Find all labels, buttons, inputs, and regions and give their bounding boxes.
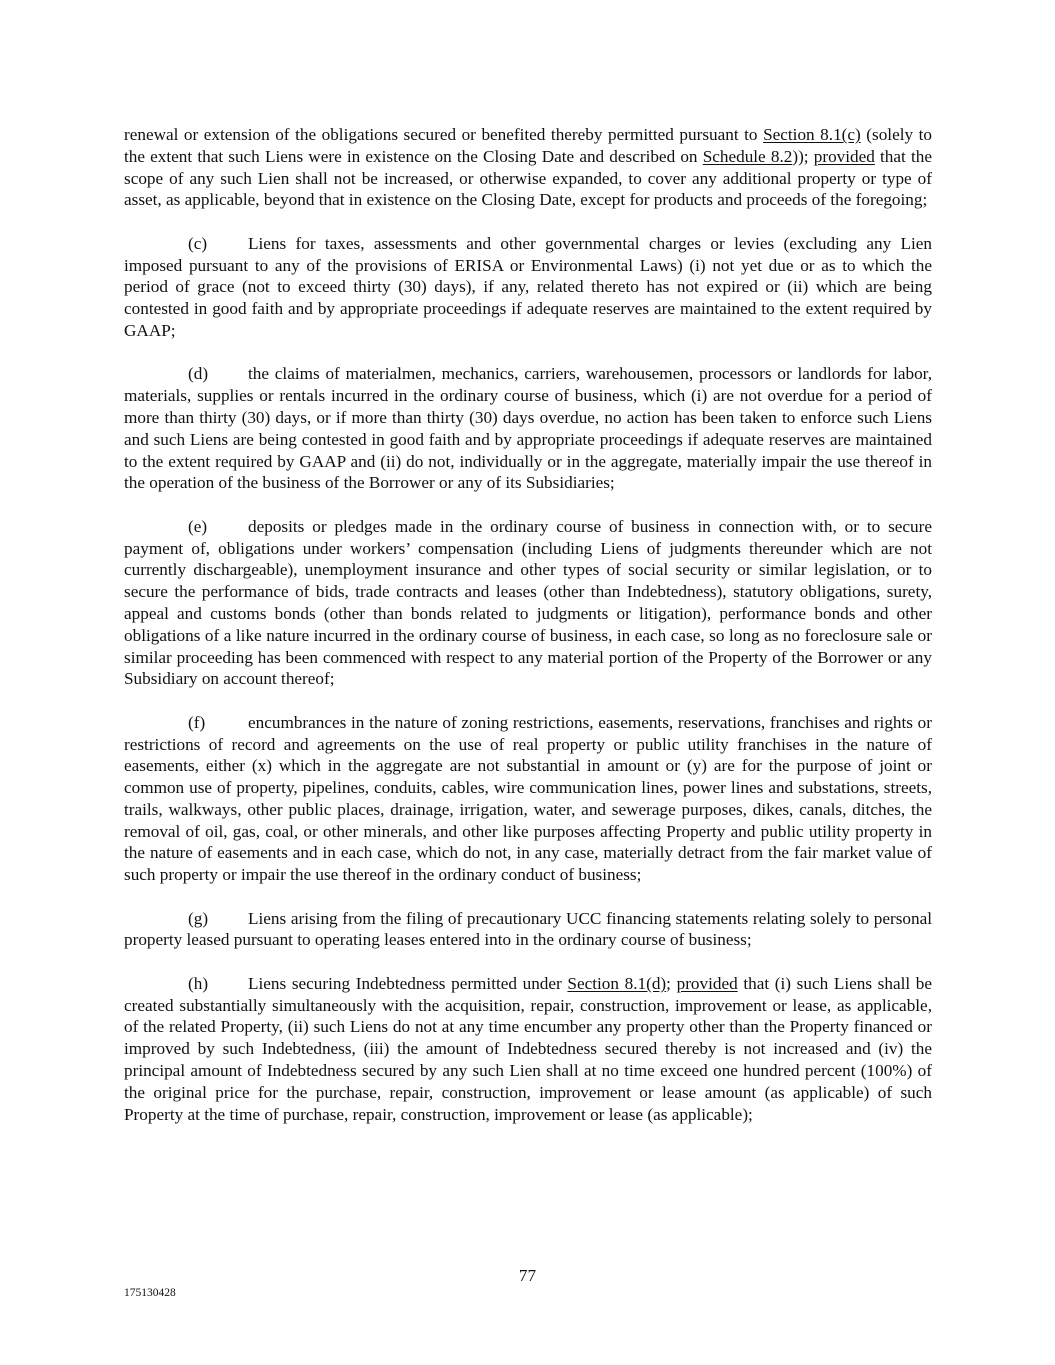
paragraph-continuation	[124, 124, 932, 211]
provided-term: provided	[676, 973, 738, 993]
clause-marker: (f)	[188, 712, 206, 732]
page-number: 77	[518, 1266, 537, 1285]
schedule-reference-link[interactable]: Schedule 8.2	[702, 146, 793, 166]
clause-c	[124, 233, 932, 342]
document-id: 175130428	[124, 1287, 176, 1299]
clause-marker: (g)	[188, 908, 209, 928]
clause-text: Liens securing Indebtedness permitted under	[248, 973, 568, 993]
clause-d	[124, 363, 932, 494]
paragraph-text: ));	[792, 146, 814, 166]
clause-text: deposits or pledges made in the ordinary course of business in connection with, or to secure payment of, obligations under workers’ compensation (including Liens of judgments thereunder which are not currently dischargeable), unemployment insurance and other types of social security or similar legislation, or to secure the performance of bids, trade contracts and leases (other than Indebtedness), statutory obligations, surety, appeal and customs bonds (other than bonds related to judgments or litigation), performance bonds and other obligations of a like nature incurred in the ordinary course of business, in each case, so long as no foreclosure sale or similar proceeding has been commenced with respect to any material portion of the Property of the Borrower or any Subsidiary on account thereof;	[124, 516, 932, 689]
clause-g	[124, 908, 932, 952]
clause-marker: (h)	[188, 973, 209, 993]
paragraph-text: that the scope of any such Lien shall not be increased, or otherwise expanded, to cover any additional property or type of asset, as applicable, beyond that in existence on the Closing Date, except for products and proceeds of the foregoing;	[124, 146, 932, 210]
clause-f	[124, 712, 932, 886]
clause-marker: (e)	[188, 516, 208, 536]
section-reference-link[interactable]: Section 8.1(d)	[567, 973, 667, 993]
clause-text: encumbrances in the nature of zoning restrictions, easements, reservations, franchises and rights or restrictions of record and agreements on the use of real property or public utility franchises in the nature of easements, either (x) which in the aggregate are not substantial in amount or (y) are for the purpose of joint or common use of property, pipelines, conduits, cables, wire communication lines, power lines and substations, streets, trails, walkways, other public places, drainage, irrigation, water, and sewerage purposes, dikes, canals, ditches, the removal of oil, gas, coal, or other minerals, and other like purposes affecting Property and public utility property in the nature of easements and in each case, which do not, in any case, materially detract from the fair market value of such property or impair the use thereof in the ordinary conduct of business;	[124, 712, 932, 885]
paragraph-text: renewal or extension of the obligations secured or benefited thereby permitted pursuant to	[124, 125, 764, 144]
clause-text: Liens for taxes, assessments and other governmental charges or levies (excluding any Lien imposed pursuant to any of the provisions of ERISA or Environmental Laws) (i) not yet due or as to which the period of grace (not to exceed thirty (30) days), if any, related thereto has not expired or (ii) which are being contested in good faith and by appropriate proceedings if adequate reserves are maintained to the extent required by GAAP;	[124, 233, 932, 340]
clause-e	[124, 516, 932, 690]
clause-text: ;	[666, 973, 677, 993]
section-reference-link[interactable]: Section 8.1(c)	[763, 125, 861, 144]
clause-text: the claims of materialmen, mechanics, carriers, warehousemen, processors or landlords for labor, materials, supplies or rentals incurred in the ordinary course of business, which (i) are not overdue for a period of more than thirty (30) days, or if more than thirty (30) days overdue, no action has been taken to enforce such Liens and such Liens are being contested in good faith and by appropriate proceedings if adequate reserves are maintained to the extent required by GAAP and (ii) do not, individually or in the aggregate, materially impair the use thereof in the operation of the business of the Borrower or any of its Subsidiaries;	[124, 364, 932, 493]
clause-marker: (c)	[188, 233, 208, 253]
paragraph-text: (solely to the extent that such Liens were in existence on the Closing Date and described on	[124, 125, 932, 166]
clause-marker: (d)	[188, 364, 209, 384]
page-body	[124, 124, 932, 1147]
clause-text: Liens arising from the filing of precautionary UCC financing statements relating solely to personal property leased pursuant to operating leases entered into in the ordinary course of business;	[124, 908, 932, 950]
provided-term: provided	[813, 146, 875, 166]
clause-text: that (i) such Liens shall be created substantially simultaneously with the acquisition, repair, construction, improvement or lease, as applicable, of the related Property, (ii) such Liens do not at any time encumber any property other than the Property financed or improved by such Indebtedness, (iii) the amount of Indebtedness secured thereby is not increased and (iv) the principal amount of Indebtedness secured by any such Lien shall at no time exceed one hundred percent (100%) of the original price for the purchase, repair, construction, improvement or lease amount (as applicable) of such Property at the time of purchase, repair, construction, improvement or lease (as applicable);	[124, 973, 932, 1124]
clause-h	[124, 973, 932, 1126]
